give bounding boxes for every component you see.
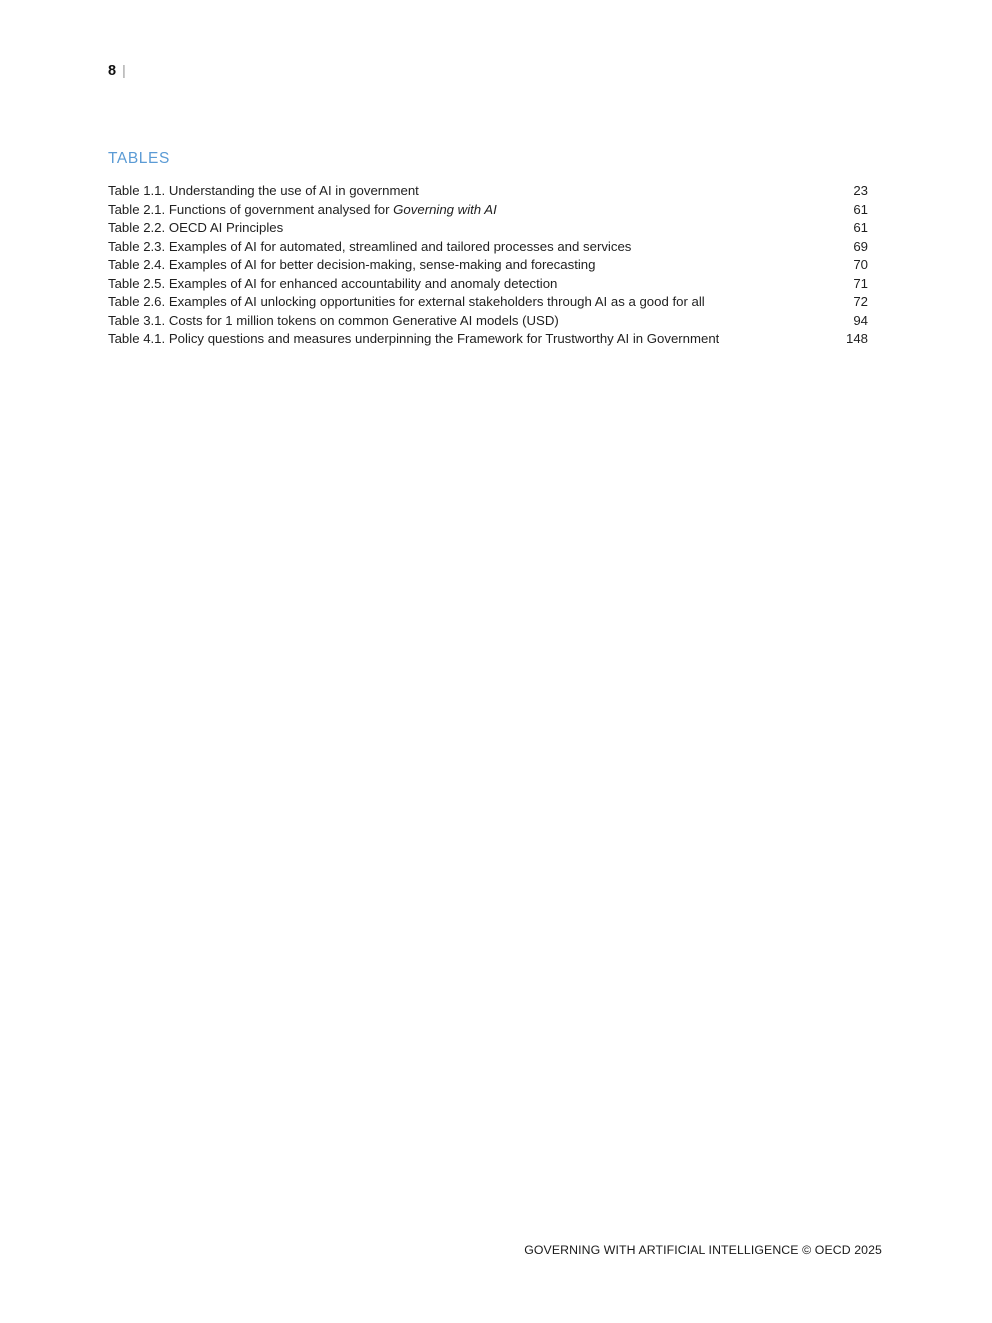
list-item[interactable] (108, 275, 868, 294)
page-number-separator: | (122, 62, 126, 78)
table-entry-page-number: 61 (853, 201, 868, 217)
table-entry-label (108, 201, 497, 220)
table-entry-page-number: 61 (853, 220, 868, 235)
table-entry-label (108, 182, 419, 201)
page-header (108, 62, 126, 79)
table-entry-page-number: 71 (853, 275, 868, 291)
list-item[interactable] (108, 330, 868, 349)
table-entry-text: Table 2.1. Functions of government analysed for (108, 201, 394, 217)
tables-list (108, 182, 868, 349)
table-entry-text: Table 2.4. Examples of AI for better decision-making, sense-making and forecasting (108, 257, 596, 272)
table-entry-label (108, 275, 557, 294)
table-entry-label (108, 219, 283, 238)
list-item[interactable] (108, 182, 868, 201)
table-entry-page-number: 23 (853, 183, 868, 198)
table-entry-page-number: 148 (845, 331, 868, 346)
table-entry-page-number: 72 (853, 294, 868, 309)
list-item[interactable] (108, 256, 868, 275)
table-entry-label (108, 330, 719, 349)
page-footer: GOVERNING WITH ARTIFICIAL INTELLIGENCE © OECD 2025 (524, 1243, 882, 1257)
table-entry-label (108, 238, 631, 257)
table-entry-label (108, 256, 595, 275)
table-entry-page-number: 70 (853, 257, 868, 272)
table-entry-text: Table 2.3. Examples of AI for automated, streamlined and tailored processes and services (108, 238, 632, 254)
table-entry-text: Table 2.2. OECD AI Principles (108, 220, 284, 235)
list-item[interactable] (108, 219, 868, 238)
list-item[interactable] (108, 201, 868, 220)
table-entry-title-italic: Governing with AI (393, 201, 497, 217)
list-item[interactable] (108, 312, 868, 331)
list-item[interactable] (108, 293, 868, 312)
table-entry-text: Table 2.5. Examples of AI for enhanced accountability and anomaly detection (108, 275, 558, 291)
table-entry-text: Table 4.1. Policy questions and measures underpinning the Framework for Trustworthy AI in Government (108, 331, 720, 346)
table-entry-page-number: 94 (853, 312, 868, 328)
table-entry-label (108, 312, 559, 331)
table-entry-page-number: 69 (853, 238, 868, 254)
list-item[interactable] (108, 238, 868, 257)
page-title: TABLES (108, 150, 170, 167)
page-number: 8 (108, 63, 117, 79)
table-entry-label (108, 293, 705, 312)
table-entry-text: Table 3.1. Costs for 1 million tokens on common Generative AI models (USD) (108, 312, 559, 328)
table-entry-text: Table 2.6. Examples of AI unlocking opportunities for external stakeholders through AI as a good for all (108, 294, 705, 309)
table-entry-text: Table 1.1. Understanding the use of AI in government (108, 183, 419, 198)
